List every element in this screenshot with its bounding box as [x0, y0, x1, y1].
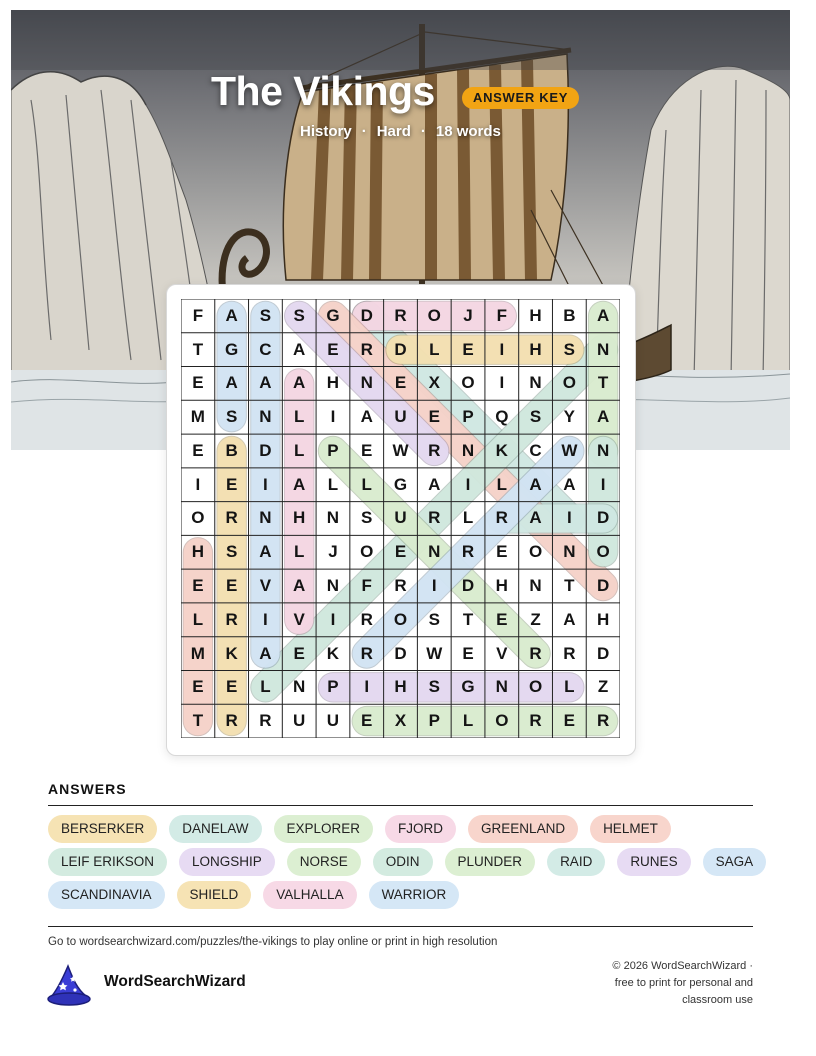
grid-letter[interactable]: L: [564, 677, 575, 697]
grid-letter[interactable]: R: [461, 542, 475, 562]
grid-letter[interactable]: I: [600, 474, 606, 494]
grid-letter[interactable]: E: [192, 440, 204, 460]
grid-letter[interactable]: E: [225, 474, 238, 494]
grid-letter[interactable]: E: [563, 711, 575, 731]
grid-letter[interactable]: E: [462, 643, 474, 663]
grid-letter[interactable]: A: [293, 576, 306, 596]
answer-chip: NORSE: [287, 848, 361, 876]
copyright-line: © 2026 WordSearchWizard ·: [612, 960, 753, 972]
answer-chip: HELMET: [590, 815, 671, 843]
grid-letter[interactable]: A: [259, 542, 272, 562]
grid-letter[interactable]: A: [293, 474, 306, 494]
answer-chip: SCANDINAVIA: [48, 881, 165, 909]
grid-letter[interactable]: G: [326, 305, 340, 325]
grid-letter[interactable]: U: [293, 711, 306, 731]
grid-letter[interactable]: A: [529, 474, 542, 494]
meta-separator: ·: [420, 123, 426, 140]
grid-letter[interactable]: B: [563, 305, 576, 325]
grid-letter[interactable]: W: [392, 440, 409, 460]
grid-letter[interactable]: F: [361, 576, 372, 596]
grid-letter[interactable]: I: [431, 576, 437, 596]
grid-letter[interactable]: S: [361, 508, 373, 528]
grid-letter[interactable]: R: [394, 576, 407, 596]
grid-letter[interactable]: V: [496, 643, 508, 663]
grid-letter[interactable]: E: [293, 643, 305, 663]
grid-letter[interactable]: H: [293, 508, 306, 528]
grid-letter[interactable]: A: [259, 643, 272, 663]
answer-chip: RUNES: [617, 848, 690, 876]
grid-letter[interactable]: L: [293, 440, 305, 460]
grid-letter[interactable]: E: [361, 711, 373, 731]
grid-letter[interactable]: P: [462, 407, 474, 427]
grid-letter[interactable]: L: [260, 677, 271, 697]
grid-letter[interactable]: N: [293, 677, 306, 697]
answer-chip: SHIELD: [177, 881, 252, 909]
footer-divider: [48, 926, 753, 927]
answer-chip: FJORD: [385, 815, 456, 843]
grid-letter[interactable]: Z: [530, 609, 541, 629]
grid-letter[interactable]: V: [259, 576, 272, 596]
grid-letter[interactable]: A: [596, 305, 610, 325]
answer-chip: ODIN: [373, 848, 433, 876]
grid-letter[interactable]: X: [394, 711, 407, 731]
grid-letter[interactable]: Q: [495, 407, 509, 427]
grid-letter[interactable]: M: [190, 407, 205, 427]
grid-letter[interactable]: L: [496, 474, 507, 494]
grid-letter[interactable]: J: [463, 305, 473, 325]
grid-letter[interactable]: N: [563, 542, 576, 562]
grid-letter[interactable]: T: [192, 711, 204, 731]
grid-letter[interactable]: A: [225, 305, 238, 325]
grid-letter[interactable]: L: [462, 508, 474, 528]
grid-letter[interactable]: O: [495, 711, 509, 731]
grid-letter[interactable]: N: [428, 542, 441, 562]
grid-letter[interactable]: O: [191, 508, 205, 528]
grid-letter[interactable]: A: [360, 407, 373, 427]
meta-separator: ·: [361, 123, 367, 140]
grid-letter[interactable]: I: [330, 407, 336, 427]
grid-letter[interactable]: R: [428, 440, 441, 460]
answer-chip: LONGSHIP: [179, 848, 275, 876]
grid-letter[interactable]: E: [192, 677, 204, 697]
answer-chip: EXPLORER: [274, 815, 374, 843]
grid-letter[interactable]: Z: [597, 677, 609, 697]
grid-letter[interactable]: S: [428, 609, 440, 629]
grid-letter[interactable]: D: [394, 339, 407, 359]
grid-letter[interactable]: N: [596, 339, 610, 359]
grid-letter[interactable]: H: [326, 373, 340, 393]
grid-letter[interactable]: S: [428, 677, 440, 697]
grid-letter[interactable]: H: [529, 305, 542, 325]
grid-letter[interactable]: P: [327, 677, 339, 697]
grid-letter[interactable]: F: [496, 305, 507, 325]
grid-letter[interactable]: A: [563, 474, 576, 494]
grid-letter[interactable]: A: [529, 508, 542, 528]
grid-letter[interactable]: E: [192, 373, 204, 393]
grid-letter[interactable]: R: [394, 305, 407, 325]
answers-divider: [48, 805, 753, 806]
grid-letter[interactable]: E: [192, 576, 204, 596]
grid-letter[interactable]: O: [596, 542, 610, 562]
grid-letter[interactable]: R: [428, 508, 441, 528]
grid-letter[interactable]: N: [461, 440, 475, 460]
copyright-line: free to print for personal and: [614, 977, 753, 989]
grid-letter[interactable]: S: [225, 542, 238, 562]
grid-letter[interactable]: N: [259, 508, 272, 528]
grid-letter[interactable]: S: [259, 305, 272, 325]
grid-letter[interactable]: E: [462, 339, 474, 359]
grid-letter[interactable]: F: [192, 305, 204, 325]
grid-letter[interactable]: R: [225, 609, 238, 629]
answer-key-badge: ANSWER KEY: [462, 87, 579, 109]
grid-letter[interactable]: D: [461, 576, 475, 596]
grid-letter[interactable]: E: [428, 407, 440, 427]
grid-letter[interactable]: I: [195, 474, 201, 494]
grid-letter[interactable]: E: [496, 609, 508, 629]
grid-letter[interactable]: A: [596, 407, 610, 427]
answer-chip: GREENLAND: [468, 815, 578, 843]
grid-letter[interactable]: R: [596, 711, 610, 731]
grid-letter[interactable]: A: [225, 373, 238, 393]
grid-letter[interactable]: R: [225, 711, 238, 731]
grid-letter[interactable]: O: [528, 542, 543, 562]
grid-letter[interactable]: N: [529, 576, 542, 596]
grid-letter[interactable]: H: [394, 677, 407, 697]
grid-letter[interactable]: L: [293, 542, 305, 562]
answer-chip: DANELAW: [169, 815, 261, 843]
grid-letter[interactable]: O: [461, 373, 475, 393]
puzzle-title: The Vikings: [211, 68, 435, 114]
grid-letter[interactable]: X: [428, 373, 440, 393]
grid-letter[interactable]: N: [495, 677, 508, 697]
grid-letter[interactable]: M: [190, 643, 205, 663]
grid-letter[interactable]: I: [364, 677, 370, 697]
answer-chip: BERSERKER: [48, 815, 157, 843]
grid-letter[interactable]: T: [564, 576, 575, 596]
grid-letter[interactable]: E: [394, 373, 407, 393]
grid-letter[interactable]: T: [462, 609, 474, 629]
grid-letter[interactable]: S: [563, 339, 575, 359]
grid-letter[interactable]: L: [327, 474, 339, 494]
grid-letter[interactable]: U: [326, 711, 340, 731]
grid-letter[interactable]: I: [263, 609, 268, 629]
grid-letter[interactable]: O: [393, 609, 408, 629]
grid-letter[interactable]: L: [293, 407, 305, 427]
grid-letter[interactable]: D: [394, 643, 407, 663]
grid-letter[interactable]: L: [429, 339, 440, 359]
grid-letter[interactable]: W: [426, 643, 443, 663]
grid-letter[interactable]: T: [597, 373, 609, 393]
play-online-link[interactable]: Go to wordsearchwizard.com/puzzles/the-vikings to play online or print in high resolution: [48, 936, 498, 948]
grid-letter[interactable]: B: [225, 440, 238, 460]
grid-letter[interactable]: E: [327, 339, 339, 359]
word-search-grid: [181, 299, 620, 738]
category-label: History: [300, 123, 352, 140]
grid-letter[interactable]: K: [326, 643, 340, 663]
grid-letter[interactable]: O: [562, 373, 576, 393]
grid-letter[interactable]: D: [259, 440, 272, 460]
difficulty-label: Hard: [376, 123, 411, 140]
grid-letter[interactable]: E: [361, 440, 373, 460]
answer-chip: WARRIOR: [369, 881, 460, 909]
grid-letter[interactable]: I: [263, 474, 268, 494]
word-count-label: 18 words: [435, 123, 501, 140]
grid-letter[interactable]: A: [293, 373, 306, 393]
copyright-notice: [553, 958, 753, 1009]
grid-letter[interactable]: H: [495, 576, 508, 596]
grid-letter[interactable]: V: [293, 609, 305, 629]
grid-letter[interactable]: R: [495, 508, 508, 528]
grid-letter[interactable]: R: [563, 643, 576, 663]
grid-letter[interactable]: G: [393, 474, 408, 494]
grid-letter[interactable]: R: [225, 508, 238, 528]
grid-letter[interactable]: A: [293, 339, 306, 359]
grid-letter[interactable]: O: [427, 305, 441, 325]
grid-letter[interactable]: Y: [563, 407, 575, 427]
grid-letter[interactable]: I: [499, 339, 505, 359]
grid-letter[interactable]: N: [259, 407, 272, 427]
grid-letter[interactable]: N: [360, 373, 373, 393]
answer-chip: VALHALLA: [263, 881, 356, 909]
grid-letter[interactable]: A: [428, 474, 441, 494]
wizard-hat-icon: [46, 962, 92, 1006]
grid-letter[interactable]: L: [462, 711, 474, 731]
copyright-line: classroom use: [682, 994, 753, 1006]
grid-letter[interactable]: H: [191, 542, 205, 562]
answer-chip: LEIF ERIKSON: [48, 848, 167, 876]
grid-letter[interactable]: A: [563, 609, 576, 629]
grid-letter[interactable]: I: [499, 373, 505, 393]
grid-letter[interactable]: R: [259, 711, 272, 731]
grid-letter[interactable]: I: [465, 474, 471, 494]
grid-letter[interactable]: O: [528, 677, 543, 697]
grid-letter[interactable]: D: [360, 305, 373, 325]
grid-letter[interactable]: I: [330, 609, 336, 629]
grid-letter[interactable]: L: [361, 474, 372, 494]
grid-letter[interactable]: J: [328, 542, 338, 562]
grid-letter[interactable]: N: [326, 508, 340, 528]
grid-letter[interactable]: G: [461, 677, 475, 697]
grid-letter[interactable]: K: [225, 643, 238, 663]
answer-chip: PLUNDER: [445, 848, 536, 876]
grid-letter[interactable]: E: [496, 542, 508, 562]
grid-letter[interactable]: W: [561, 440, 578, 460]
grid-letter[interactable]: R: [529, 643, 542, 663]
grid-letter[interactable]: N: [529, 373, 542, 393]
grid-letter[interactable]: N: [326, 576, 340, 596]
grid-letter[interactable]: R: [360, 643, 373, 663]
grid-letter[interactable]: N: [596, 440, 610, 460]
grid-letter[interactable]: S: [293, 305, 305, 325]
grid-letter[interactable]: D: [596, 508, 610, 528]
grid-letter[interactable]: U: [394, 407, 407, 427]
grid-letter[interactable]: A: [259, 373, 272, 393]
answers-heading: ANSWERS: [48, 781, 127, 797]
grid-letter[interactable]: R: [529, 711, 542, 731]
grid-letter[interactable]: C: [529, 440, 542, 460]
grid-letter[interactable]: L: [192, 609, 204, 629]
grid-letter[interactable]: C: [259, 339, 272, 359]
grid-letter[interactable]: H: [596, 609, 610, 629]
answer-chip: RAID: [547, 848, 605, 876]
grid-letter[interactable]: R: [360, 609, 373, 629]
grid-letter[interactable]: U: [394, 508, 407, 528]
grid-letter[interactable]: S: [225, 407, 238, 427]
grid-letter[interactable]: T: [192, 339, 204, 359]
grid-letter[interactable]: I: [566, 508, 572, 528]
grid-letter[interactable]: O: [360, 542, 374, 562]
grid-letter[interactable]: E: [225, 576, 238, 596]
grid-letter[interactable]: P: [327, 440, 339, 460]
grid-letter[interactable]: S: [529, 407, 542, 427]
grid-letter[interactable]: E: [225, 677, 238, 697]
puzzle-meta: [300, 123, 501, 140]
grid-letter[interactable]: D: [596, 576, 610, 596]
brand-name[interactable]: WordSearchWizard: [104, 973, 246, 990]
grid-letter[interactable]: R: [360, 339, 373, 359]
answer-chip: SAGA: [703, 848, 767, 876]
grid-letter[interactable]: E: [394, 542, 407, 562]
grid-letter[interactable]: D: [596, 643, 610, 663]
grid-letter[interactable]: K: [495, 440, 508, 460]
grid-letter[interactable]: P: [428, 711, 440, 731]
grid-letter[interactable]: H: [529, 339, 542, 359]
grid-letter[interactable]: G: [225, 339, 239, 359]
